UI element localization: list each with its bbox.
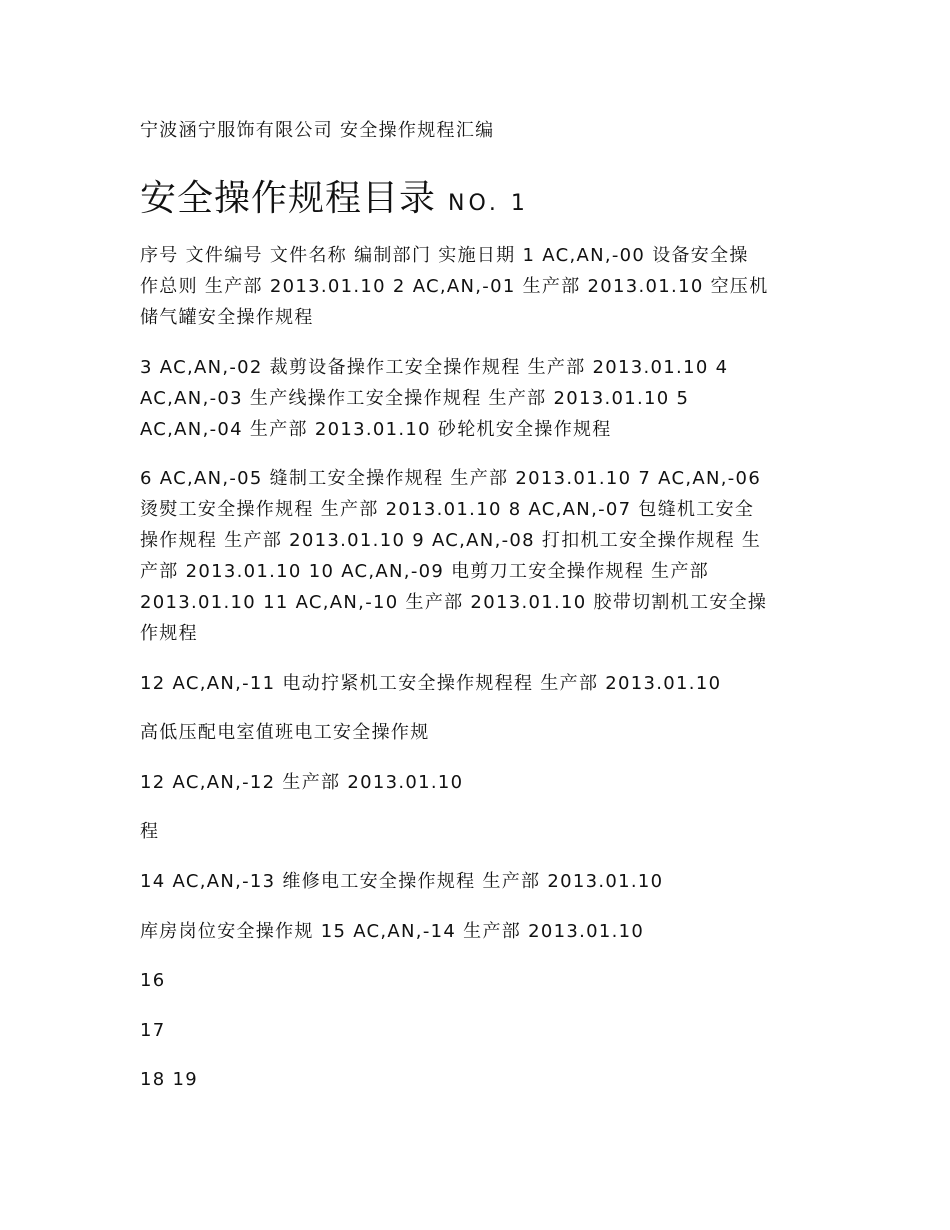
toc-line: 作规程 [140, 623, 198, 644]
toc-line: 12 AC,AN,-12 生产部 2013.01.10 [140, 772, 464, 793]
toc-line: 序号 文件编号 文件名称 编制部门 实施日期 1 AC,AN,-00 设备安全操 [140, 245, 749, 266]
toc-line: 17 [140, 1020, 166, 1041]
toc-line: 程 [140, 821, 160, 842]
toc-line: 14 AC,AN,-13 维修电工安全操作规程 生产部 2013.01.10 [140, 871, 664, 892]
toc-line: 16 [140, 970, 166, 991]
toc-line: AC,AN,-04 生产部 2013.01.10 砂轮机安全操作规程 [140, 419, 612, 440]
toc-line: 储气罐安全操作规程 [140, 307, 314, 328]
toc-line: 12 AC,AN,-11 电动拧紧机工安全操作规程程 生产部 2013.01.10 [140, 673, 722, 694]
toc-line: 烫熨工安全操作规程 生产部 2013.01.10 8 AC,AN,-07 包缝机工安全 [140, 499, 755, 520]
company-header: 宁波涵宁服饰有限公司 安全操作规程汇编 [140, 120, 495, 141]
title-number: NO. 1 [448, 191, 529, 216]
toc-line: 6 AC,AN,-05 缝制工安全操作规程 生产部 2013.01.10 7 AC,AN,-06 [140, 468, 762, 489]
toc-line: 库房岗位安全操作规 15 AC,AN,-14 生产部 2013.01.10 [140, 921, 645, 942]
page-title [140, 178, 529, 225]
toc-line: 产部 2013.01.10 10 AC,AN,-09 电剪刀工安全操作规程 生产部 [140, 561, 710, 582]
toc-line: 3 AC,AN,-02 裁剪设备操作工安全操作规程 生产部 2013.01.10 4 [140, 357, 729, 378]
toc-line: 2013.01.10 11 AC,AN,-10 生产部 2013.01.10 胶带切割机工安全操 [140, 592, 768, 613]
title-text: 安全操作规程目录 [140, 178, 437, 219]
toc-line: 作总则 生产部 2013.01.10 2 AC,AN,-01 生产部 2013.01.10 空压机 [140, 276, 769, 297]
toc-line: AC,AN,-03 生产线操作工安全操作规程 生产部 2013.01.10 5 [140, 388, 690, 409]
toc-line: 操作规程 生产部 2013.01.10 9 AC,AN,-08 打扣机工安全操作规程 生 [140, 530, 762, 551]
toc-line: 18 19 [140, 1069, 199, 1090]
toc-line: 高低压配电室值班电工安全操作规 [140, 722, 430, 743]
